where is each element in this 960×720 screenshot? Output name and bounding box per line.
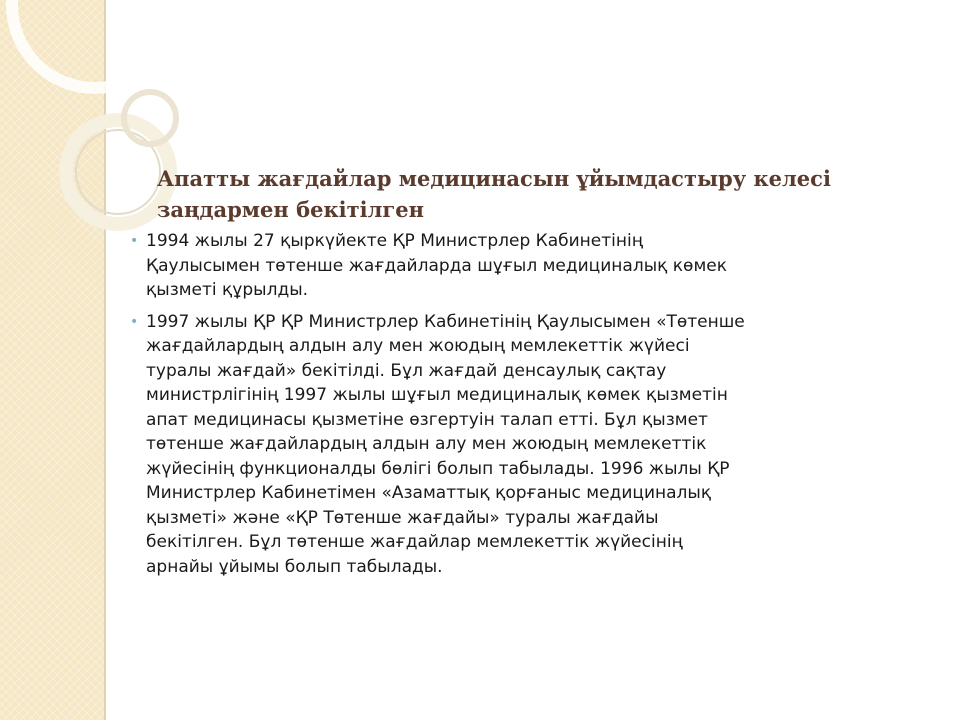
bullet-line: министрлігінің 1997 жылы шұғыл медициналық көмек қызметін: [146, 385, 728, 405]
bullet-line: төтенше жағдайлардың алдын алу мен жоюдың мемлекеттік: [146, 434, 707, 454]
bullet-line: апат медицинасы қызметіне өзгертуін талап етті. Бұл қызмет: [146, 409, 708, 430]
bullet-line: 1997 жылы ҚР ҚР Министрлер Кабинетінің Қаулысымен «Төтенше: [146, 311, 745, 332]
bullet-dot-icon: •: [130, 313, 139, 330]
bullet-line: 1994 жылы 27 қыркүйекте ҚР Министрлер Кабинетінің: [146, 231, 643, 251]
bullet-dot-icon: •: [130, 233, 139, 249]
bullet-line: жағдайлардың алдын алу мен жоюдың мемлекеттік жүйесі: [146, 336, 690, 356]
bullet-line: туралы жағдай» бекітілді. Бұл жағдай денсаулық сақтау: [146, 360, 667, 381]
bullet-line: қызметі құрылды.: [146, 280, 309, 300]
bullet-line: жүйесінің функционалды бөлігі болып табылады. 1996 жылы ҚР: [146, 458, 730, 479]
medium-ring: [66, 120, 170, 224]
bullet-item: [130, 310, 850, 580]
bullet-list: [130, 229, 850, 586]
bullet-item: [130, 229, 850, 303]
bullet-line: Министрлер Кабинетімен «Азаматтық қорғаныс медициналық: [146, 483, 712, 503]
large-ring: [12, 0, 178, 88]
bullet-line: бекітілген. Бұл төтенше жағдайлар мемлекеттік жүйесінің: [146, 532, 683, 552]
bullet-line: қызметі» және «ҚР Төтенше жағдайы» туралы жағдайы: [146, 507, 659, 528]
slide-title-line-2: заңдармен бекітілген: [157, 197, 425, 222]
bullet-line: арнайы ұйымы болып табылады.: [146, 556, 443, 577]
slide-title-line-1: Апатты жағдайлар медицинасын ұйымдастыру келесі: [157, 166, 831, 191]
bullet-line: Қаулысымен төтенше жағдайларда шұғыл медициналық көмек: [146, 255, 728, 276]
slide-title: [157, 163, 857, 225]
